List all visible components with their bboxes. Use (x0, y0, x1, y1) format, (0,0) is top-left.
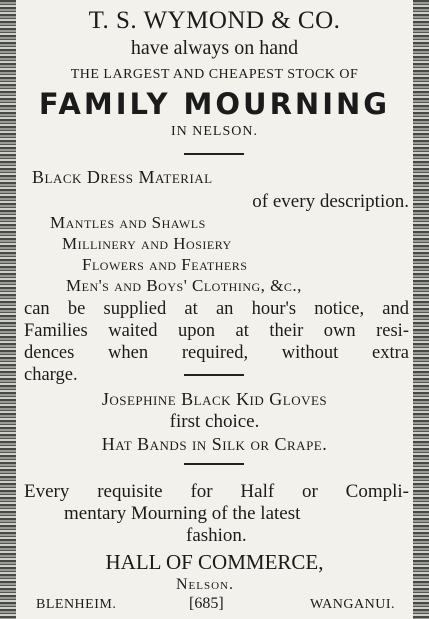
item-black-dress-material: Black Dress Material (32, 167, 213, 187)
wanganui-label: WANGANUI. (310, 597, 395, 612)
blenheim-label: BLENHEIM. (36, 597, 117, 612)
reference-number: [685] (189, 595, 224, 612)
left-decorative-border (0, 0, 16, 619)
requisite-line-3: fashion. (186, 525, 247, 546)
item-flowers-feathers: Flowers and Feathers (82, 255, 248, 274)
item-millinery-hosiery: Millinery and Hosiery (62, 234, 232, 253)
first-choice-line: first choice. (169, 411, 260, 432)
divider-3 (184, 463, 244, 465)
gloves-line: Josephine Black Kid Gloves (101, 389, 328, 409)
always-on-hand-line: have always on hand (130, 37, 299, 59)
advertisement-content (16, 0, 413, 619)
paragraph-line-3: dences when required, without extra (24, 343, 409, 363)
requisite-line-2: mentary Mourning of the latest (64, 503, 301, 524)
paragraph-line-4: charge. (24, 365, 78, 385)
paragraph-line-1: can be supplied at an hour's notice, and (24, 299, 409, 319)
divider-2 (184, 374, 244, 376)
item-mens-boys-clothing: Men's and Boys' Clothing, &c., (66, 276, 302, 295)
hat-bands-line: Hat Bands in Silk or Crape. (101, 434, 328, 454)
paragraph-line-2: Families waited upon at their own resi- (24, 321, 409, 341)
divider-1 (184, 153, 244, 155)
item-every-description: of every description. (252, 191, 409, 212)
headline-family-mourning: FAMILY MOURNING (38, 87, 391, 121)
largest-stock-line: THE LARGEST AND CHEAPEST STOCK OF (70, 67, 359, 82)
company-name: T. S. WYMOND & CO. (88, 7, 341, 34)
hall-of-commerce: HALL OF COMMERCE, (105, 550, 324, 574)
in-nelson-line: IN NELSON. (171, 124, 258, 139)
right-decorative-border (413, 0, 429, 619)
item-mantles-shawls: Mantles and Shawls (50, 213, 206, 232)
requisite-line-1: Every requisite for Half or Compli- (24, 481, 409, 502)
nelson-line: Nelson. (176, 576, 234, 593)
